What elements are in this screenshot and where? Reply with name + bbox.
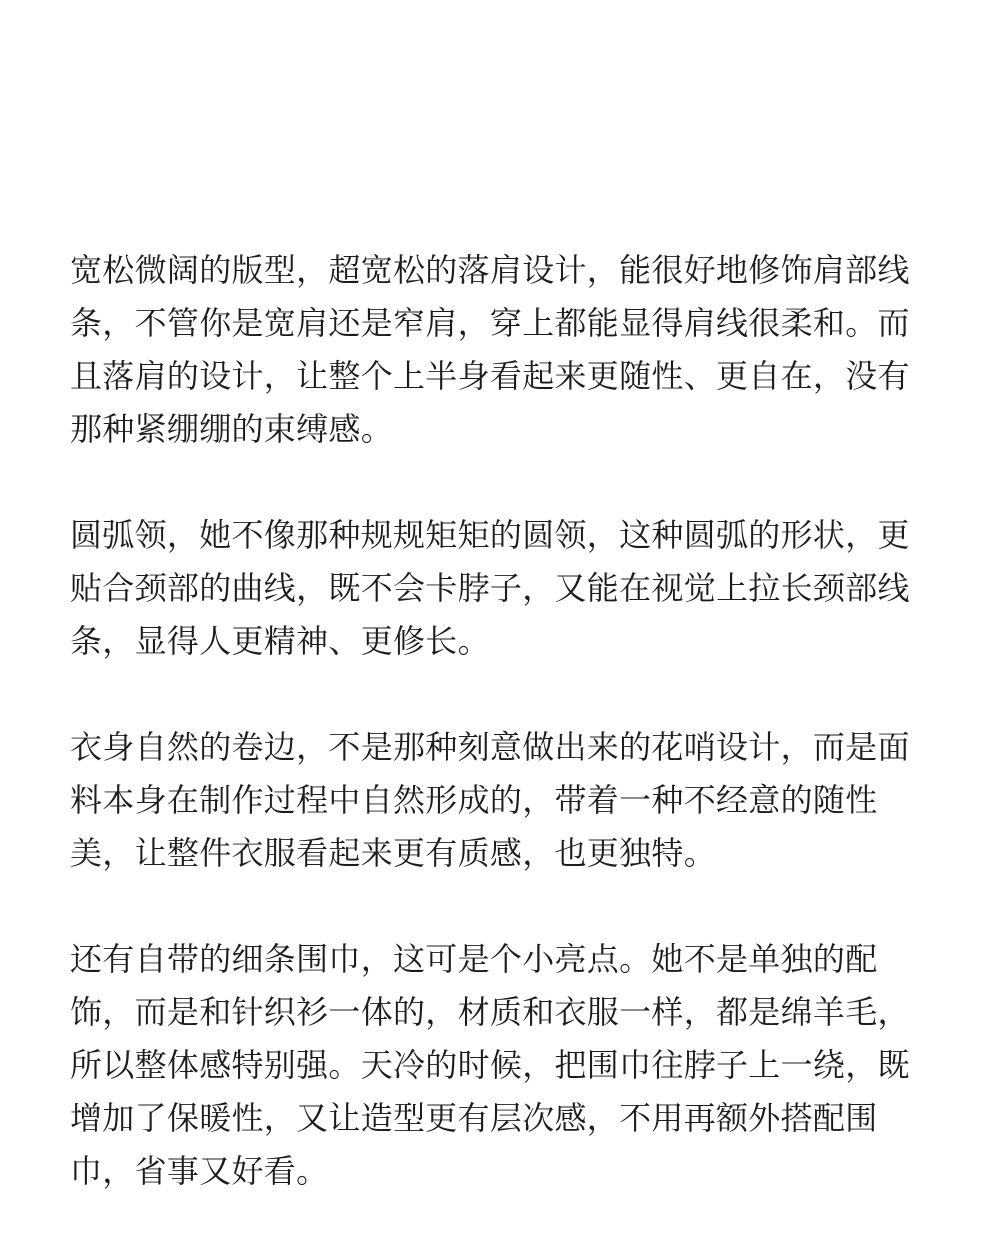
paragraph-hem: 衣身自然的卷边，不是那种刻意做出来的花哨设计，而是面料本身在制作过程中自然形成的，带着一种不经意的随性美，让整件衣服看起来更有质感，也更独特。 [70,728,910,872]
paragraph-fit: 宽松微阔的版型，超宽松的落肩设计，能很好地修饰肩部线条，不管你是宽肩还是窄肩，穿上都能显得肩线很柔和。而且落肩的设计，让整个上半身看起来更随性、更自在，没有那种紧绷绷的束缚感。 [70,251,910,448]
paragraph-collar: 圆弧领，她不像那种规规矩矩的圆领，这种圆弧的形状，更贴合颈部的曲线，既不会卡脖子，又能在视觉上拉长颈部线条，显得人更精神、更修长。 [70,516,910,660]
paragraph-scarf: 还有自带的细条围巾，这可是个小亮点。她不是单独的配饰，而是和针织衫一体的，材质和衣服一样，都是绵羊毛，所以整体感特别强。天冷的时候，把围巾往脖子上一绕，既增加了保暖性，又让造型更有层次感，不用再额外搭配围巾，省事又好看。 [70,940,910,1190]
article-body [70,244,920,1251]
